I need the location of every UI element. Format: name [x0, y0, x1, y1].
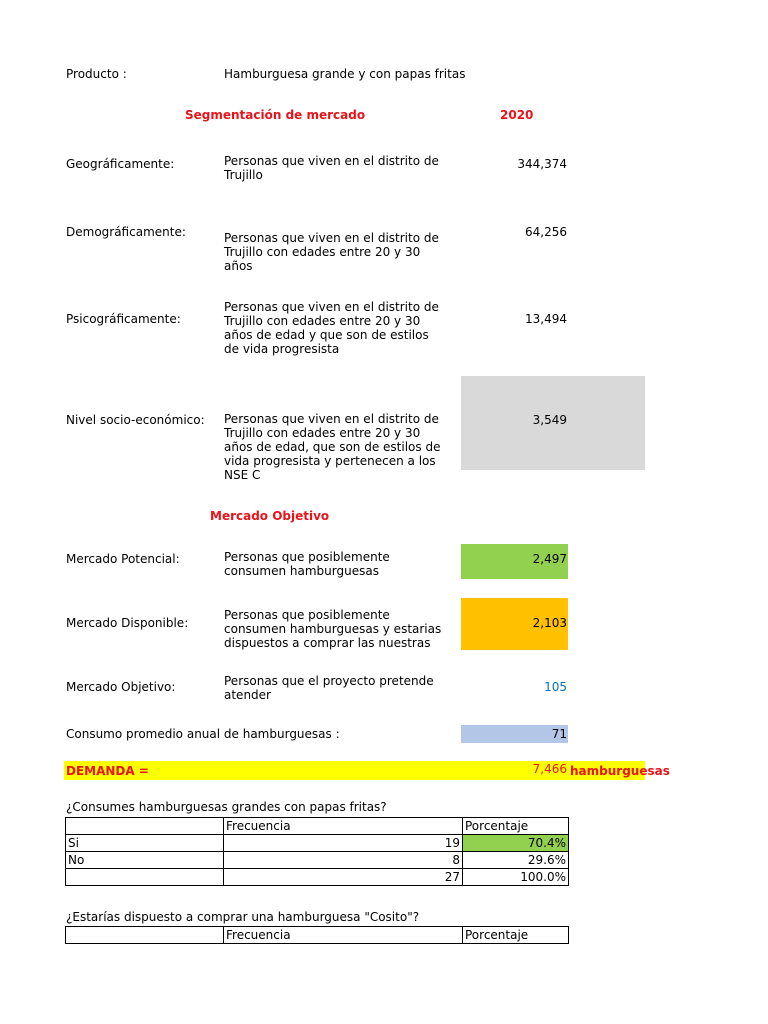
table-row	[66, 869, 569, 886]
row-geo-value: 344,374	[517, 157, 567, 171]
demanda-label: DEMANDA =	[66, 764, 149, 778]
table-cell: 29.6%	[463, 852, 569, 869]
q1-table	[65, 817, 569, 886]
table-header-row	[66, 818, 569, 835]
mercado-potencial-value: 2,497	[532, 552, 567, 566]
row-demo-label: Demográficamente:	[66, 225, 186, 239]
table-cell: Si	[66, 835, 224, 852]
header-cell	[66, 927, 224, 944]
table-cell: 8	[224, 852, 463, 869]
row-psico-label: Psicográficamente:	[66, 312, 181, 326]
mercado-potencial-label: Mercado Potencial:	[66, 552, 180, 566]
header-cell: Frecuencia	[224, 818, 463, 835]
table-cell: No	[66, 852, 224, 869]
table-cell: 70.4%	[463, 835, 569, 852]
row-psico-value: 13,494	[525, 312, 567, 326]
mercado-disponible-value: 2,103	[532, 616, 567, 630]
row-nse-label: Nivel socio-económico:	[66, 413, 205, 427]
row-demo-desc: Personas que viven en el distrito de Trujillo con edades entre 20 y 30 años	[224, 231, 439, 273]
mercado-objetivo-title: Mercado Objetivo	[210, 509, 330, 523]
mercado-disponible-label: Mercado Disponible:	[66, 616, 189, 630]
row-psico-desc: Personas que viven en el distrito de Trujillo con edades entre 20 y 30 años de edad y que son de estilos de vida progresista	[224, 300, 439, 356]
segmentacion-year: 2020	[500, 108, 534, 122]
header-cell: Porcentaje	[463, 927, 569, 944]
mercado-objetivo-label: Mercado Objetivo:	[66, 680, 176, 694]
table-cell: 27	[224, 869, 463, 886]
mercado-potencial-desc: Personas que posiblemente consumen hamburguesas	[224, 550, 390, 578]
segmentacion-title: Segmentación de mercado	[185, 108, 366, 122]
row-geo-label: Geográficamente:	[66, 157, 175, 171]
demanda-value: 7,466	[532, 762, 567, 776]
producto-value: Hamburguesa grande y con papas fritas	[224, 67, 466, 81]
table-cell: 100.0%	[463, 869, 569, 886]
table-cell	[66, 869, 224, 886]
mercado-disponible-desc: Personas que posiblemente consumen hamburguesas y estarias dispuestos a comprar las nuestras	[224, 608, 442, 650]
header-cell: Porcentaje	[463, 818, 569, 835]
consumo-value: 71	[551, 727, 567, 741]
q1-question: ¿Consumes hamburguesas grandes con papas fritas?	[66, 800, 387, 814]
consumo-label: Consumo promedio anual de hamburguesas :	[66, 727, 340, 741]
q2-table	[65, 926, 569, 944]
table-row	[66, 835, 569, 852]
table-row	[66, 852, 569, 869]
q2-question: ¿Estarías dispuesto a comprar una hamburguesa "Cosito"?	[66, 910, 420, 924]
producto-label: Producto :	[66, 67, 127, 81]
row-nse-value: 3,549	[532, 413, 567, 427]
mercado-objetivo-desc: Personas que el proyecto pretende atender	[224, 674, 434, 702]
demanda-unit: hamburguesas	[570, 764, 670, 778]
mercado-objetivo-value: 105	[544, 680, 567, 694]
table-header-row	[66, 927, 569, 944]
row-nse-desc: Personas que viven en el distrito de Trujillo con edades entre 20 y 30 años de edad, que son de estilos de vida progresista y pertenecen a los NSE C	[224, 412, 441, 482]
header-cell: Frecuencia	[224, 927, 463, 944]
header-cell	[66, 818, 224, 835]
table-cell: 19	[224, 835, 463, 852]
row-geo-desc: Personas que viven en el distrito de Trujillo	[224, 154, 439, 182]
row-demo-value: 64,256	[525, 225, 567, 239]
